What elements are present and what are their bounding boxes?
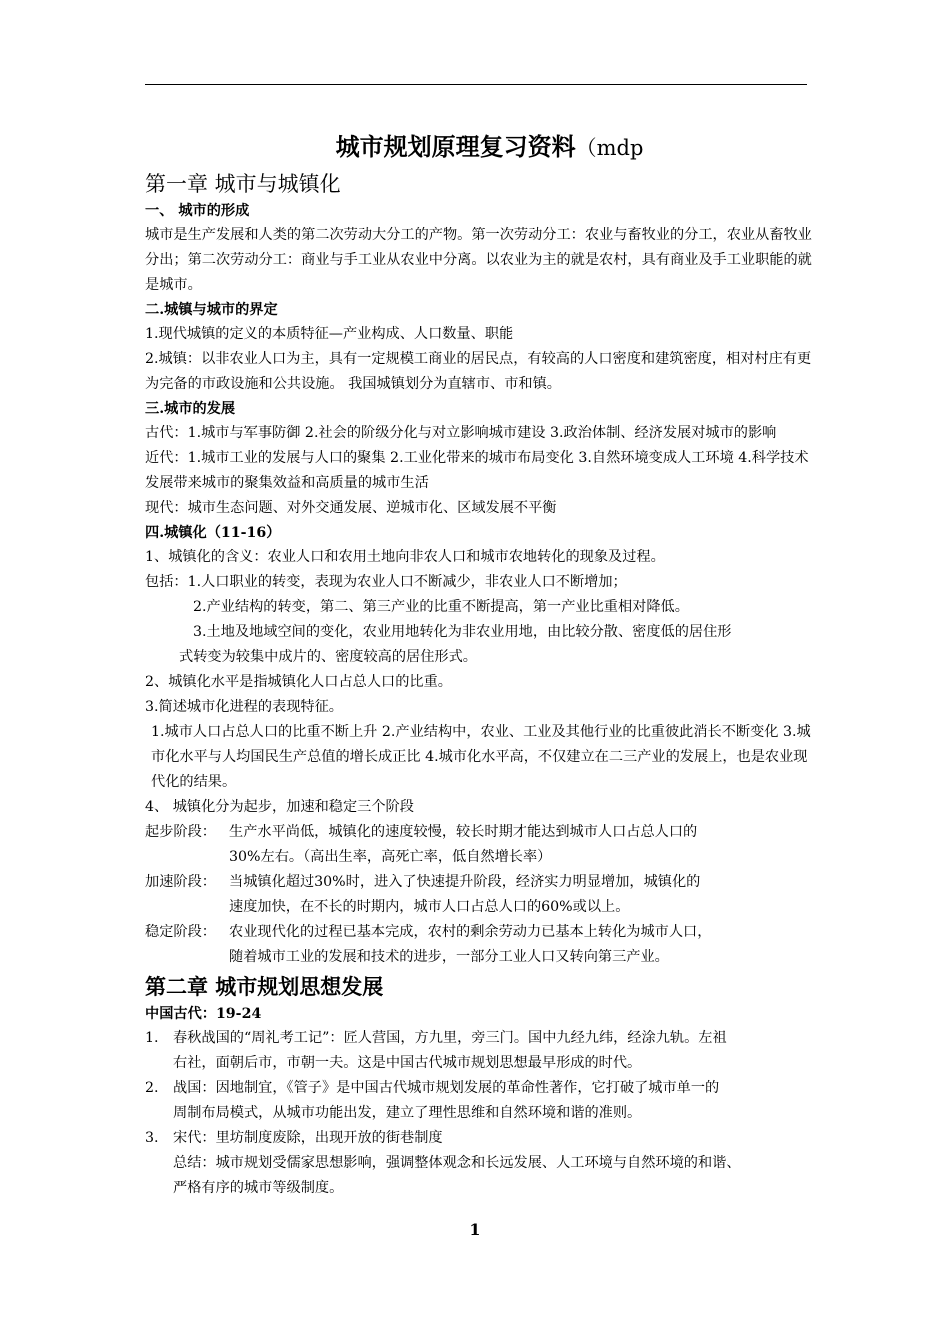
section4-p1: 1、城镇化的含义：农业人口和农用土地向非农人口和城市农地转化的现象及过程。 <box>145 549 665 565</box>
section2-p2: 2.城镇：以非农业人口为主，具有一定规模工商业的居民点，有较高的人口密度和建筑密度，相对村庄有更为完备的市政设施和公共设施。 我国城镇划分为直辖市、市和镇。 <box>145 351 812 392</box>
chapter2-summary-line1: 总结：城市规划受儒家思想影响，强调整体观念和长远发展、人工环境与自然环境的和谐、 <box>173 1155 741 1171</box>
section1-body: 城市是生产发展和人类的第二次劳动大分工的产物。第一次劳动分工：农业与畜牧业的分工，农业从畜牧业分出；第二次劳动分工：商业与手工业从农业中分离。以农业为主的就是农村，具有商业及手工业职能的就是城市。 <box>145 227 812 293</box>
list-item-text: 春秋战国的“周礼考工记”：匠人营国，方九里，旁三门。国中九经九纬，经涂九轨。左祖 <box>173 1030 727 1046</box>
section4-p2: 包括：1.人口职业的转变，表现为农业人口不断减少，非农业人口不断增加； <box>145 574 627 590</box>
list-item <box>145 1076 820 1126</box>
stage-label: 稳定阶段： <box>145 924 216 940</box>
section3-contemporary: 现代：城市生态问题、对外交通发展、逆城市化、区域发展不平衡 <box>145 500 557 516</box>
stage-accelerate <box>145 870 820 920</box>
document-title <box>159 128 820 167</box>
section4-p5: 2、城镇化水平是指城镇化人口占总人口的比重。 <box>145 674 452 690</box>
section4-p7: 1.城市人口占总人口的比重不断上升 2.产业结构中，农业、工业及其他行业的比重彼此消长不断变化 3.城市化水平与人均国民生产总值的增长成正比 4.城市化水平高，不仅建立在二三产业的发展上，也是农业现代化的结果。 <box>151 724 811 790</box>
stage-label: 加速阶段： <box>145 874 216 890</box>
section4-p6: 3.简述城市化进程的表现特征。 <box>145 699 343 715</box>
section3-modern: 近代：1.城市工业的发展与人口的聚集 2.工业化带来的城市布局变化 3.自然环境变成人工环境 4.科学技术发展带来城市的聚集效益和高质量的城市生活 <box>145 450 809 491</box>
page-content <box>145 128 820 1201</box>
section2-heading: 二.城镇与城市的界定 <box>145 302 278 318</box>
stage-start <box>145 820 820 870</box>
chapter1-heading: 第一章 城市与城镇化 <box>145 172 341 196</box>
section3-ancient: 古代：1.城市与军事防御 2.社会的阶级分化与对立影响城市建设 3.政治体制、经济发展对城市的影响 <box>145 425 777 441</box>
list-item <box>145 1026 820 1076</box>
section4-heading: 四.城镇化（11-16） <box>145 525 281 541</box>
stage-text: 随着城市工业的发展和技术的进步，一部分工业人口又转向第三产业。 <box>229 949 669 965</box>
section4-p4a: 3.土地及地域空间的变化，农业用地转化为非农业用地，由比较分散、密度低的居住形 <box>193 624 732 640</box>
chapter2-heading: 第二章 城市规划思想发展 <box>145 974 384 999</box>
stage-text: 农业现代化的过程已基本完成，农村的剩余劳动力已基本上转化为城市人口， <box>229 924 712 940</box>
chapter2-subheading: 中国古代：19-24 <box>145 1006 262 1022</box>
stage-text: 生产水平尚低，城镇化的速度较慢，较长时期才能达到城市人口占总人口的 <box>229 824 698 840</box>
stage-label: 起步阶段： <box>145 824 216 840</box>
list-item-number: 2. <box>145 1080 159 1096</box>
list-item-text: 宋代：里坊制度废除，出现开放的街巷制度 <box>173 1130 443 1146</box>
section4-p8: 4、 城镇化分为起步，加速和稳定三个阶段 <box>145 799 414 815</box>
section3-heading: 三.城市的发展 <box>145 401 236 417</box>
page-number: 1 <box>469 1220 481 1239</box>
list-item-number: 3. <box>145 1130 159 1146</box>
chapter2-summary-line2: 严格有序的城市等级制度。 <box>173 1180 344 1196</box>
section4-p4b: 式转变为较集中成片的、密度较高的居住形式。 <box>179 649 477 665</box>
list-item-text: 战国：因地制宜，《管子》是中国古代城市规划发展的革命性著作，它打破了城市单一的 <box>173 1080 720 1096</box>
section2-p1: 1.现代城镇的定义的本质特征—产业构成、人口数量、职能 <box>145 326 514 342</box>
stage-text: 当城镇化超过30%时，进入了快速提升阶段，经济实力明显增加，城镇化的 <box>229 874 701 890</box>
list-item-text: 周制布局模式，从城市功能出发，建立了理性思维和自然环境和谐的准则。 <box>173 1105 642 1121</box>
stage-text: 速度加快，在不长的时期内，城市人口占总人口的60%或以上。 <box>229 899 630 915</box>
stage-stable <box>145 920 820 970</box>
title-text: 城市规划原理复习资料 <box>335 132 576 161</box>
section1-heading: 一、 城市的形成 <box>145 203 250 219</box>
title-suffix: （mdp <box>575 136 644 160</box>
list-item-number: 1. <box>145 1030 159 1046</box>
list-item <box>145 1126 820 1151</box>
section4-p3: 2.产业结构的转变，第二、第三产业的比重不断提高，第一产业比重相对降低。 <box>193 599 689 615</box>
stage-text: 30%左右。（高出生率，高死亡率，低自然增长率） <box>229 849 552 865</box>
header-rule <box>145 84 807 85</box>
list-item-text: 右社，面朝后市，市朝一夫。这是中国古代城市规划思想最早形成的时代。 <box>173 1055 642 1071</box>
